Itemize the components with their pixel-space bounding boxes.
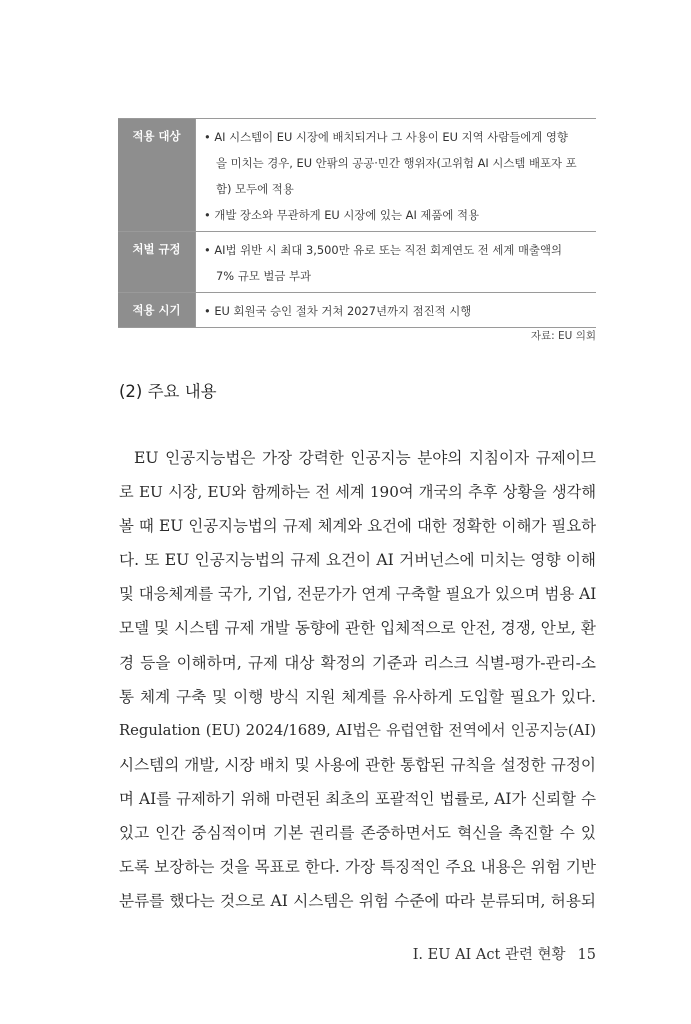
- row-body-penalty: [196, 232, 597, 293]
- paragraph-line: Regulation (EU) 2024/1689, AI법은 유럽연합 전역에서 인공지능(AI): [119, 721, 596, 739]
- table-source-note: 자료: EU 의회: [530, 330, 596, 342]
- scope-line-4: • 개발 장소와 무관하게 EU 시장에 있는 AI 제품에 적용: [204, 208, 480, 222]
- paragraph-line: 및 대응체계를 국가, 기업, 전문가가 연계 구축할 필요가 있으며 범용 AI: [119, 585, 597, 604]
- paragraph-line: 며 AI를 규제하기 위해 마련된 최초의 포괄적인 법률로, AI가 신뢰할 수: [119, 789, 596, 808]
- page-footer: [413, 943, 596, 964]
- paragraph-line: 모델 및 시스템 규제 개발 동향에 관한 입체적으로 안전, 경쟁, 안보, 환: [119, 619, 596, 638]
- scope-line-3: 함) 모두에 적용: [216, 182, 294, 196]
- paragraph-line: 분류를 했다는 것으로 AI 시스템은 위험 수준에 따라 분류되며, 허용되: [119, 892, 596, 911]
- section-heading: (2) 주요 내용: [119, 382, 217, 401]
- penalty-line-2: 7% 규모 벌금 부과: [216, 269, 311, 283]
- row-header-penalty: 처벌 규정: [118, 232, 196, 293]
- paragraph-line: 시스템의 개발, 시장 배치 및 사용에 관한 통합된 규칙을 설정한 규정이: [119, 755, 596, 774]
- timing-line-1: • EU 회원국 승인 절차 거쳐 2027년까지 점진적 시행: [204, 304, 472, 318]
- row-header-scope: 적용 대상: [118, 119, 196, 232]
- paragraph-line: EU 인공지능법은 가장 강력한 인공지능 분야의 지침이자 규제이므: [134, 449, 596, 467]
- running-chapter-title: I. EU AI Act 관련 현황: [412, 947, 566, 963]
- paragraph-line: 경 등을 이해하며, 규제 대상 확정의 기준과 리스크 식별-평가-관리-소: [119, 653, 596, 672]
- scope-line-2: 을 미치는 경우, EU 안팎의 공공·민간 행위자(고위험 AI 시스템 배포자 포: [216, 156, 577, 170]
- table-row: [118, 119, 596, 232]
- paragraph-line: 통 체계 구축 및 이행 방식 지원 체계를 유사하게 도입할 필요가 있다.: [119, 687, 596, 706]
- penalty-line-1: • AI법 위반 시 최대 3,500만 유로 또는 직전 회계연도 전 세계 매출액의: [204, 243, 563, 257]
- table-row: [118, 293, 596, 328]
- table-row: [118, 232, 596, 293]
- row-header-timing: 적용 시기: [118, 293, 196, 328]
- page-number: 15: [577, 947, 596, 963]
- row-body-timing: [196, 293, 597, 328]
- scope-line-1: • AI 시스템이 EU 시장에 배치되거나 그 사용이 EU 지역 사람들에게 영향: [204, 130, 568, 144]
- paragraph-line: 있고 인간 중심적이며 기본 권리를 존중하면서도 혁신을 촉진할 수 있: [119, 824, 596, 843]
- eu-ai-act-summary-table: [118, 118, 596, 328]
- paragraph-line: 도록 보장하는 것을 목표로 한다. 가장 특징적인 주요 내용은 위험 기반: [119, 858, 596, 877]
- paragraph-line: 다. 또 EU 인공지능법의 규제 요건이 AI 거버넌스에 미치는 영향 이해: [119, 551, 596, 570]
- paragraph-line: 볼 때 EU 인공지능법의 규제 체계와 요건에 대한 정확한 이해가 필요하: [119, 517, 596, 536]
- paragraph-line: 로 EU 시장, EU와 함께하는 전 세계 190여 개국의 추후 상황을 생각해: [119, 483, 596, 502]
- body-paragraph: [119, 441, 596, 918]
- row-body-scope: [196, 119, 597, 232]
